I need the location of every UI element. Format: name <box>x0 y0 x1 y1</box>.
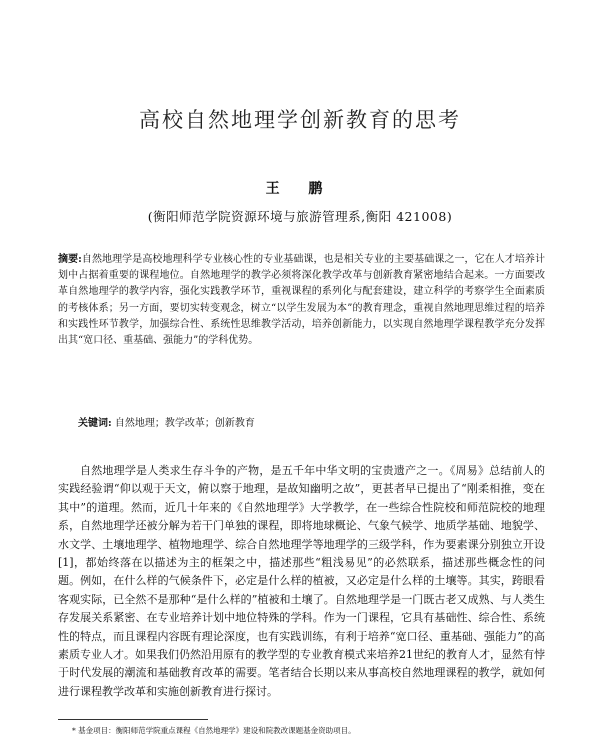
keywords-label: 关键词: <box>78 418 112 429</box>
keywords-text: 自然地理；教学改革；创新教育 <box>114 418 255 429</box>
abstract-label: 摘要: <box>58 254 82 265</box>
body-paragraph: 自然地理学是人类求生存斗争的产物，是五千年中华文明的宝贵遗产之一。《周易》总结前人的实践经验谓“仰以观于天文，俯以察于地理，是故知幽明之故”，更甚者早已提出了“刚柔相推，变在其中”的道理。然而，近几十年来的《自然地理学》大学教学，在一些综合性院校和师范院校的地理系，自然地理学还被分解为若干门单独的课程，即将地球概论、气象气候学、地质学基础、地貌学、水文学、土壤地理学、植物地理学、综合自然地理学等地理学的三级学科，作为要素课分别独立开设[1]，都始终落在以描述为主的框架之中，描述那些“粗浅易见”的必然联系，描述那些概念性的问题。例如，在什么样的气候条件下，必定是什么样的植被，又必定是什么样的土壤等。其实，跨眼看客观实际，已全然不是那种“是什么样的”植被和土壤了。自然地理学是一门既古老又成熟、与人类生存发展关系紧密、在专业培养计划中地位特殊的学科。作为一门课程，它具有基础性、综合性、系统性的特点，而且课程内容既有理论深度，也有实践训练，有利于培养“宽口径、重基础、强能力”的高素质专业人才。如果我们仍然沿用原有的教学型的专业教育模式来培养21世纪的教育人才，显然有悖于时代发展的潮流和基础教育改革的需要。笔者结合长期以来从事高校自然地理课程的教学，就如何进行课程教学改革和实施创新教育进行探讨。 <box>58 464 545 698</box>
author-name: 王 鹏 <box>265 181 335 197</box>
abstract <box>58 252 545 349</box>
body-text <box>58 462 545 701</box>
article-title: 高校自然地理学创新教育的思考 <box>139 108 461 132</box>
footnote-divider <box>58 719 208 720</box>
abstract-text: 自然地理学是高校地理科学专业核心性的专业基础课，也是相关专业的主要基础课之一，它在人才培养计划中占据着重要的课程地位。自然地理学的教学必须将深化教学改革与创新教育紧密地结合起来。一方面要改革自然地理学的教学内容，强化实践教学环节，重视课程的系列化与配套建设，建立科学的考察学生全面素质的考核体系；另一方面，要切实转变观念，树立“以学生发展为本”的教育理念，重视自然地理思维过程的培养和实践性环节教学，加强综合性、系统性思维教学活动，培养创新能力，以实现自然地理学课程教学充分发挥出其“宽口径、重基础、强能力”的学科优势。 <box>58 254 546 347</box>
keywords <box>78 417 545 431</box>
footnote: * 基金项目：衡阳师范学院重点课程《自然地理学》建设和院教改课题基金资助项目。 <box>72 726 356 735</box>
author-affiliation: (衡阳师范学院资源环境与旅游管理系,衡阳 421008) <box>147 209 453 224</box>
